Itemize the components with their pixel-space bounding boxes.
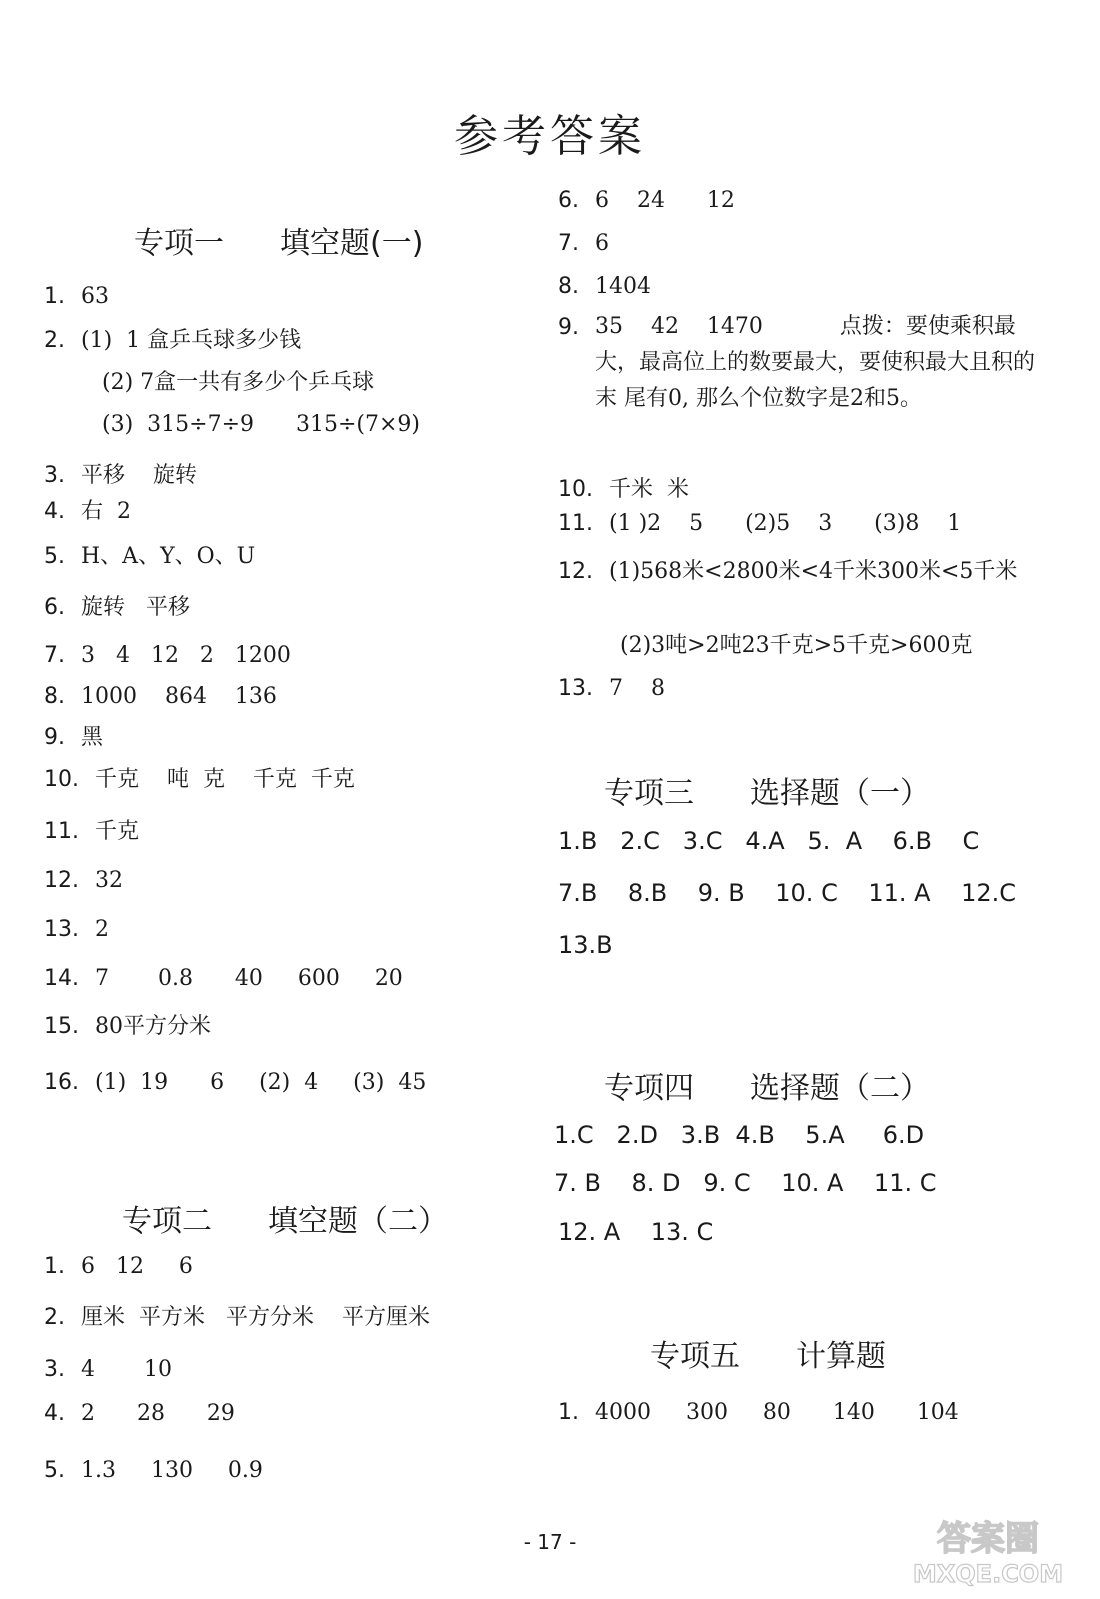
answer-item: 7. 3 4 12 2 1200 (44, 643, 291, 668)
answer-item: 12. (1)568米<2800米<4千米300米<5千米 (558, 559, 1018, 584)
choice-line: 12. A 13. C (558, 1218, 714, 1246)
answer-item: 3. 平移 旋转 (44, 463, 197, 488)
answer-item: 10. 千米 米 (558, 477, 689, 502)
choice-line: 13.B (558, 931, 613, 959)
choice-line: 1.B 2.C 3.C 4.A 5. A 6.B C (558, 827, 980, 855)
answer-item: 8. 1000 864 136 (44, 684, 277, 709)
section1-subtitle: 填空题(一) (280, 226, 424, 261)
page-number: - 17 - (523, 1530, 577, 1554)
choice-line: 7.B 8.B 9. B 10. C 11. A 12.C (558, 879, 1016, 907)
section1-name: 专项一 (134, 226, 224, 261)
section2-heading (122, 1196, 448, 1240)
choice-line: 7. B 8. D 9. C 10. A 11. C (554, 1169, 937, 1197)
answer-item: 3. 4 10 (44, 1357, 172, 1382)
watermark-logo (900, 1510, 1076, 1590)
answer-item: 9. 35 42 1470 点拨：要使乘积最大，最高位上的数要最大，要使积最大且积的末 尾有0, 那么个位数字是2和5。 (558, 314, 1036, 411)
section4-heading (604, 1063, 930, 1107)
answer-item: 9. 黑 (44, 725, 104, 750)
answer-item: 11. 千克 (44, 819, 140, 844)
answer-item: (2) 7盒一共有多少个乒乓球 (102, 370, 375, 395)
answer-item: 6. 旋转 平移 (44, 595, 190, 620)
section5-heading (650, 1331, 886, 1375)
answer-item: 12. 32 (44, 868, 123, 893)
answer-item: 4. 2 28 29 (44, 1401, 235, 1426)
answer-item: 5. 1.3 130 0.9 (44, 1458, 263, 1483)
answer-item: 5. H、A、Y、O、U (44, 544, 256, 569)
answer-item: 1. 4000 300 80 140 104 (558, 1400, 959, 1425)
answer-item: 13. 7 8 (558, 676, 665, 701)
answer-item: 8. 1404 (558, 274, 651, 299)
answer-item: 2. (1) 1 盒乒乓球多少钱 (44, 328, 302, 353)
answer-item: 1. 63 (44, 284, 109, 309)
section3-subtitle: 选择题（一） (750, 776, 930, 811)
section4-name: 专项四 (604, 1071, 694, 1106)
answer-item: 7. 6 (558, 231, 609, 256)
answer-item: 13. 2 (44, 917, 109, 942)
answer-item: 4. 右 2 (44, 499, 131, 524)
section2-subtitle: 填空题（二） (268, 1204, 448, 1239)
section4-subtitle: 选择题（二） (750, 1071, 930, 1106)
section5-name: 专项五 (650, 1339, 740, 1374)
section1-heading (134, 218, 423, 262)
section2-name: 专项二 (122, 1204, 212, 1239)
section3-heading (604, 768, 930, 812)
answer-item: 6. 6 24 12 (558, 188, 735, 213)
answer-item: 16. (1) 19 6 (2) 4 (3) 45 (44, 1070, 427, 1095)
answer-item: 2. 厘米 平方米 平方分米 平方厘米 (44, 1305, 430, 1330)
answer-item: 10. 千克 吨 克 千克 千克 (44, 767, 355, 792)
answer-item: (2)3吨>2吨23千克>5千克>600克 (620, 633, 973, 658)
page-title: 参考答案 (454, 111, 646, 162)
watermark-text: 答案圈 (937, 1519, 1039, 1559)
answer-item: (3) 315÷7÷9 315÷(7×9) (102, 412, 420, 437)
watermark-url: MXQE.COM (912, 1560, 1064, 1588)
choice-line: 1.C 2.D 3.B 4.B 5.A 6.D (554, 1121, 925, 1149)
answer-item: 14. 7 0.8 40 600 20 (44, 966, 403, 991)
section5-subtitle: 计算题 (796, 1339, 886, 1374)
section3-name: 专项三 (604, 776, 694, 811)
answer-item: 11. (1 )2 5 (2)5 3 (3)8 1 (558, 511, 962, 536)
answer-item: 1. 6 12 6 (44, 1254, 193, 1279)
answer-item: 15. 80平方分米 (44, 1014, 211, 1039)
